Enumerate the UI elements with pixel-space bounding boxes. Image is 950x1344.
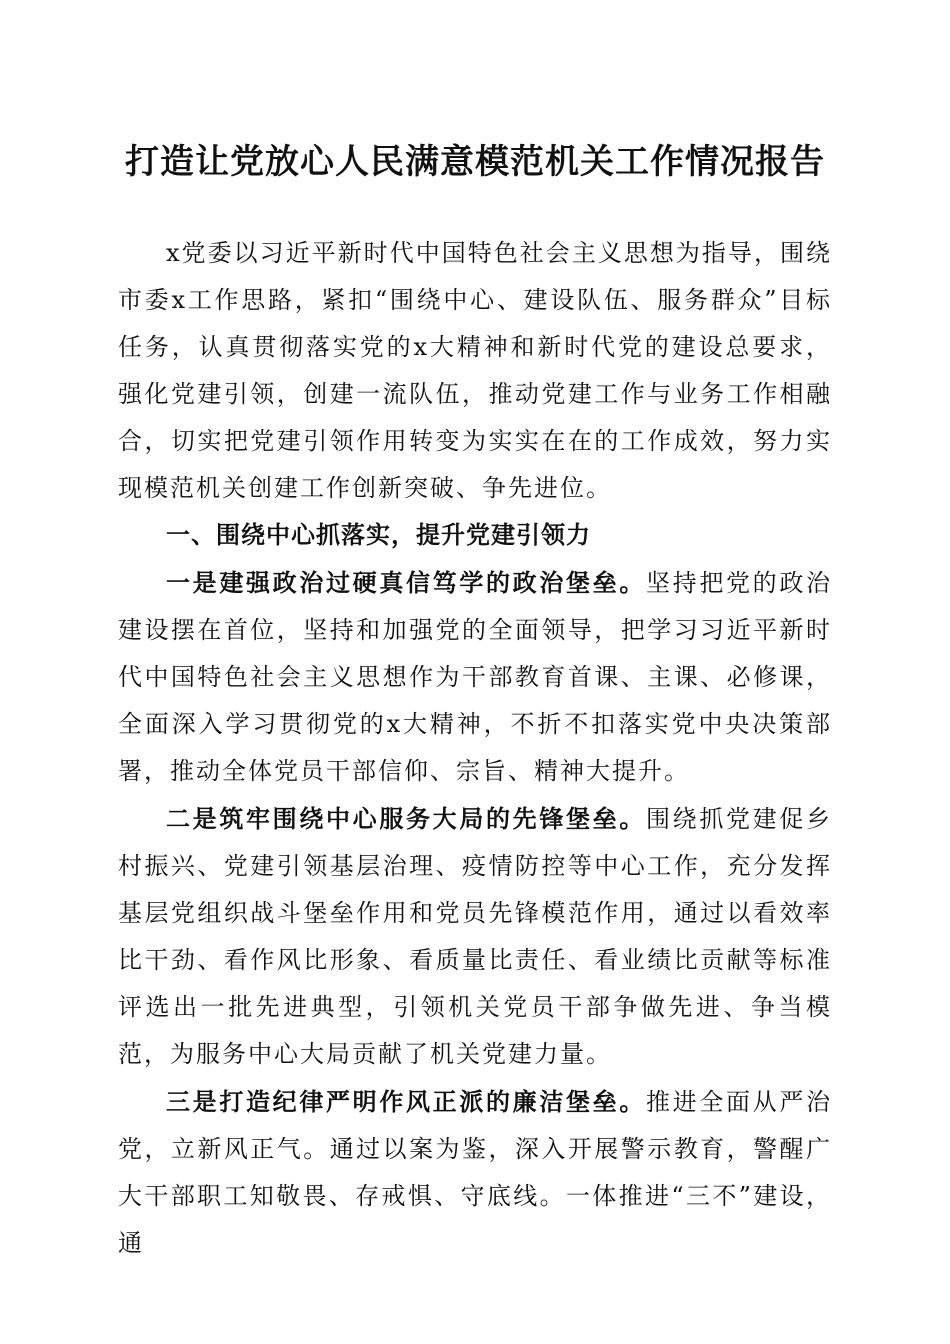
item-text-1: 坚持把党的政治建设摆在首位，坚持和加强党的全面领导，把学习习近平新时代中国特色社会主义思想作为干部教育首课、主课、必修课，全面深入学习贯彻党的x大精神，不折不扣落实党中央决策部署，推动全体党员干部信仰、宗旨、精神大提升。 <box>118 569 832 785</box>
item-lead-1: 一是建强政治过硬真信笃学的政治堡垒。 <box>166 568 646 597</box>
item-text-3: 推进全面从严治党，立新风正气。通过以案为鉴，深入开展警示教育，警醒广大干部职工知敬畏、存戒惧、守底线。一体推进“三不”建设，通 <box>118 1088 832 1257</box>
document-title: 打造让党放心人民满意模范机关工作情况报告 <box>125 142 825 182</box>
item-paragraph-2 <box>118 795 832 1078</box>
item-paragraph-3 <box>118 1078 832 1267</box>
item-lead-2: 二是筑牢围绕中心服务大局的先锋堡垒。 <box>166 804 646 833</box>
item-lead-3: 三是打造纪律严明作风正派的廉洁堡垒。 <box>166 1087 646 1116</box>
item-paragraph-1 <box>118 559 832 795</box>
item-text-2: 围绕抓党建促乡村振兴、党建引领基层治理、疫情防控等中心工作，充分发挥基层党组织战斗堡垒作用和党员先锋模范作用，通过以看效率比干劲、看作风比形象、看质量比责任、看业绩比贡献等标准评选出一批先进典型，引领机关党员干部争做先进、争当模范，为服务中心大局贡献了机关党建力量。 <box>118 805 832 1068</box>
intro-paragraph: x党委以习近平新时代中国特色社会主义思想为指导，围绕市委x工作思路，紧扣“围绕中心、建设队伍、服务群众”目标任务，认真贯彻落实党的x大精神和新时代党的建设总要求，强化党建引领，创建一流队伍，推动党建工作与业务工作相融合，切实把党建引领作用转变为实实在在的工作成效，努力实现模范机关创建工作创新突破、争先进位。 <box>118 239 832 502</box>
section-heading: 一、围绕中心抓落实，提升党建引领力 <box>166 521 591 549</box>
document-body <box>118 230 832 1267</box>
